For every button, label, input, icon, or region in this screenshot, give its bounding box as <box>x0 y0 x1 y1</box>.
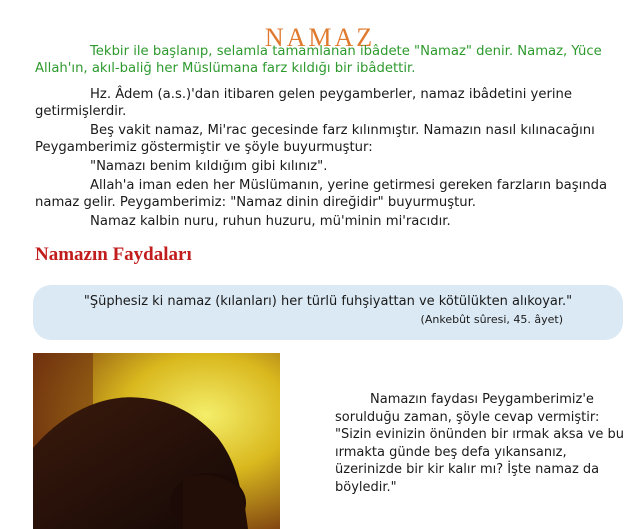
quote-text: "Şüphesiz ki namaz (kılanları) her türlü fuhşiyattan ve kötülükten alıkoyar." <box>83 294 573 309</box>
paragraph-adem: Hz. Âdem (a.s.)'dan itibaren gelen peygamberler, namaz ibâdetini yerine getirmişlerdir. <box>35 87 573 119</box>
side-text <box>335 391 625 496</box>
quote-source: (Ankebût sûresi, 45. âyet) <box>420 313 563 326</box>
paragraph-farz: Allah'a iman eden her Müslümanın, yerine getirmesi gereken farzların başında namaz gelir. Peygamberimiz: "Namaz dinin direğidir" buyurmuştur. <box>35 178 608 210</box>
side-text-rest: sorulduğu zaman, şöyle cevap vermiştir: "Sizin evinizin önünden bir ırmak aksa ve bu ırmakta günde beş defa yıkansanız, üzerinizde bir kir kalır mı? İşte namaz da böyledir." <box>335 409 624 495</box>
intro-paragraph: Tekbir ile başlanıp, selamla tamamlanan ibâdete "Namaz" denir. Namaz, Yüce Allah'ın, akıl-baliğ her Müslümana farz kıldığı bir ibâdettir. <box>35 44 602 76</box>
paragraph-nur: Namaz kalbin nuru, ruhun huzuru, mü'minin mi'racıdır. <box>90 214 451 229</box>
page-title: NAMAZ <box>264 23 376 53</box>
paragraph-mirac: Beş vakit namaz, Mi'rac gecesinde farz kılınmıştır. Namazın nasıl kılınacağını Peygamberimiz göstermiştir ve şöyle buyurmuştur: <box>35 123 595 155</box>
quote-box <box>33 285 623 340</box>
side-text-first-line: Namazın faydası Peygamberimiz'e <box>370 392 594 407</box>
prayer-silhouette-image <box>33 353 280 529</box>
section-title: Namazın Faydaları <box>35 244 192 265</box>
paragraph-hadith: "Namazı benim kıldığım gibi kılınız". <box>90 159 328 174</box>
